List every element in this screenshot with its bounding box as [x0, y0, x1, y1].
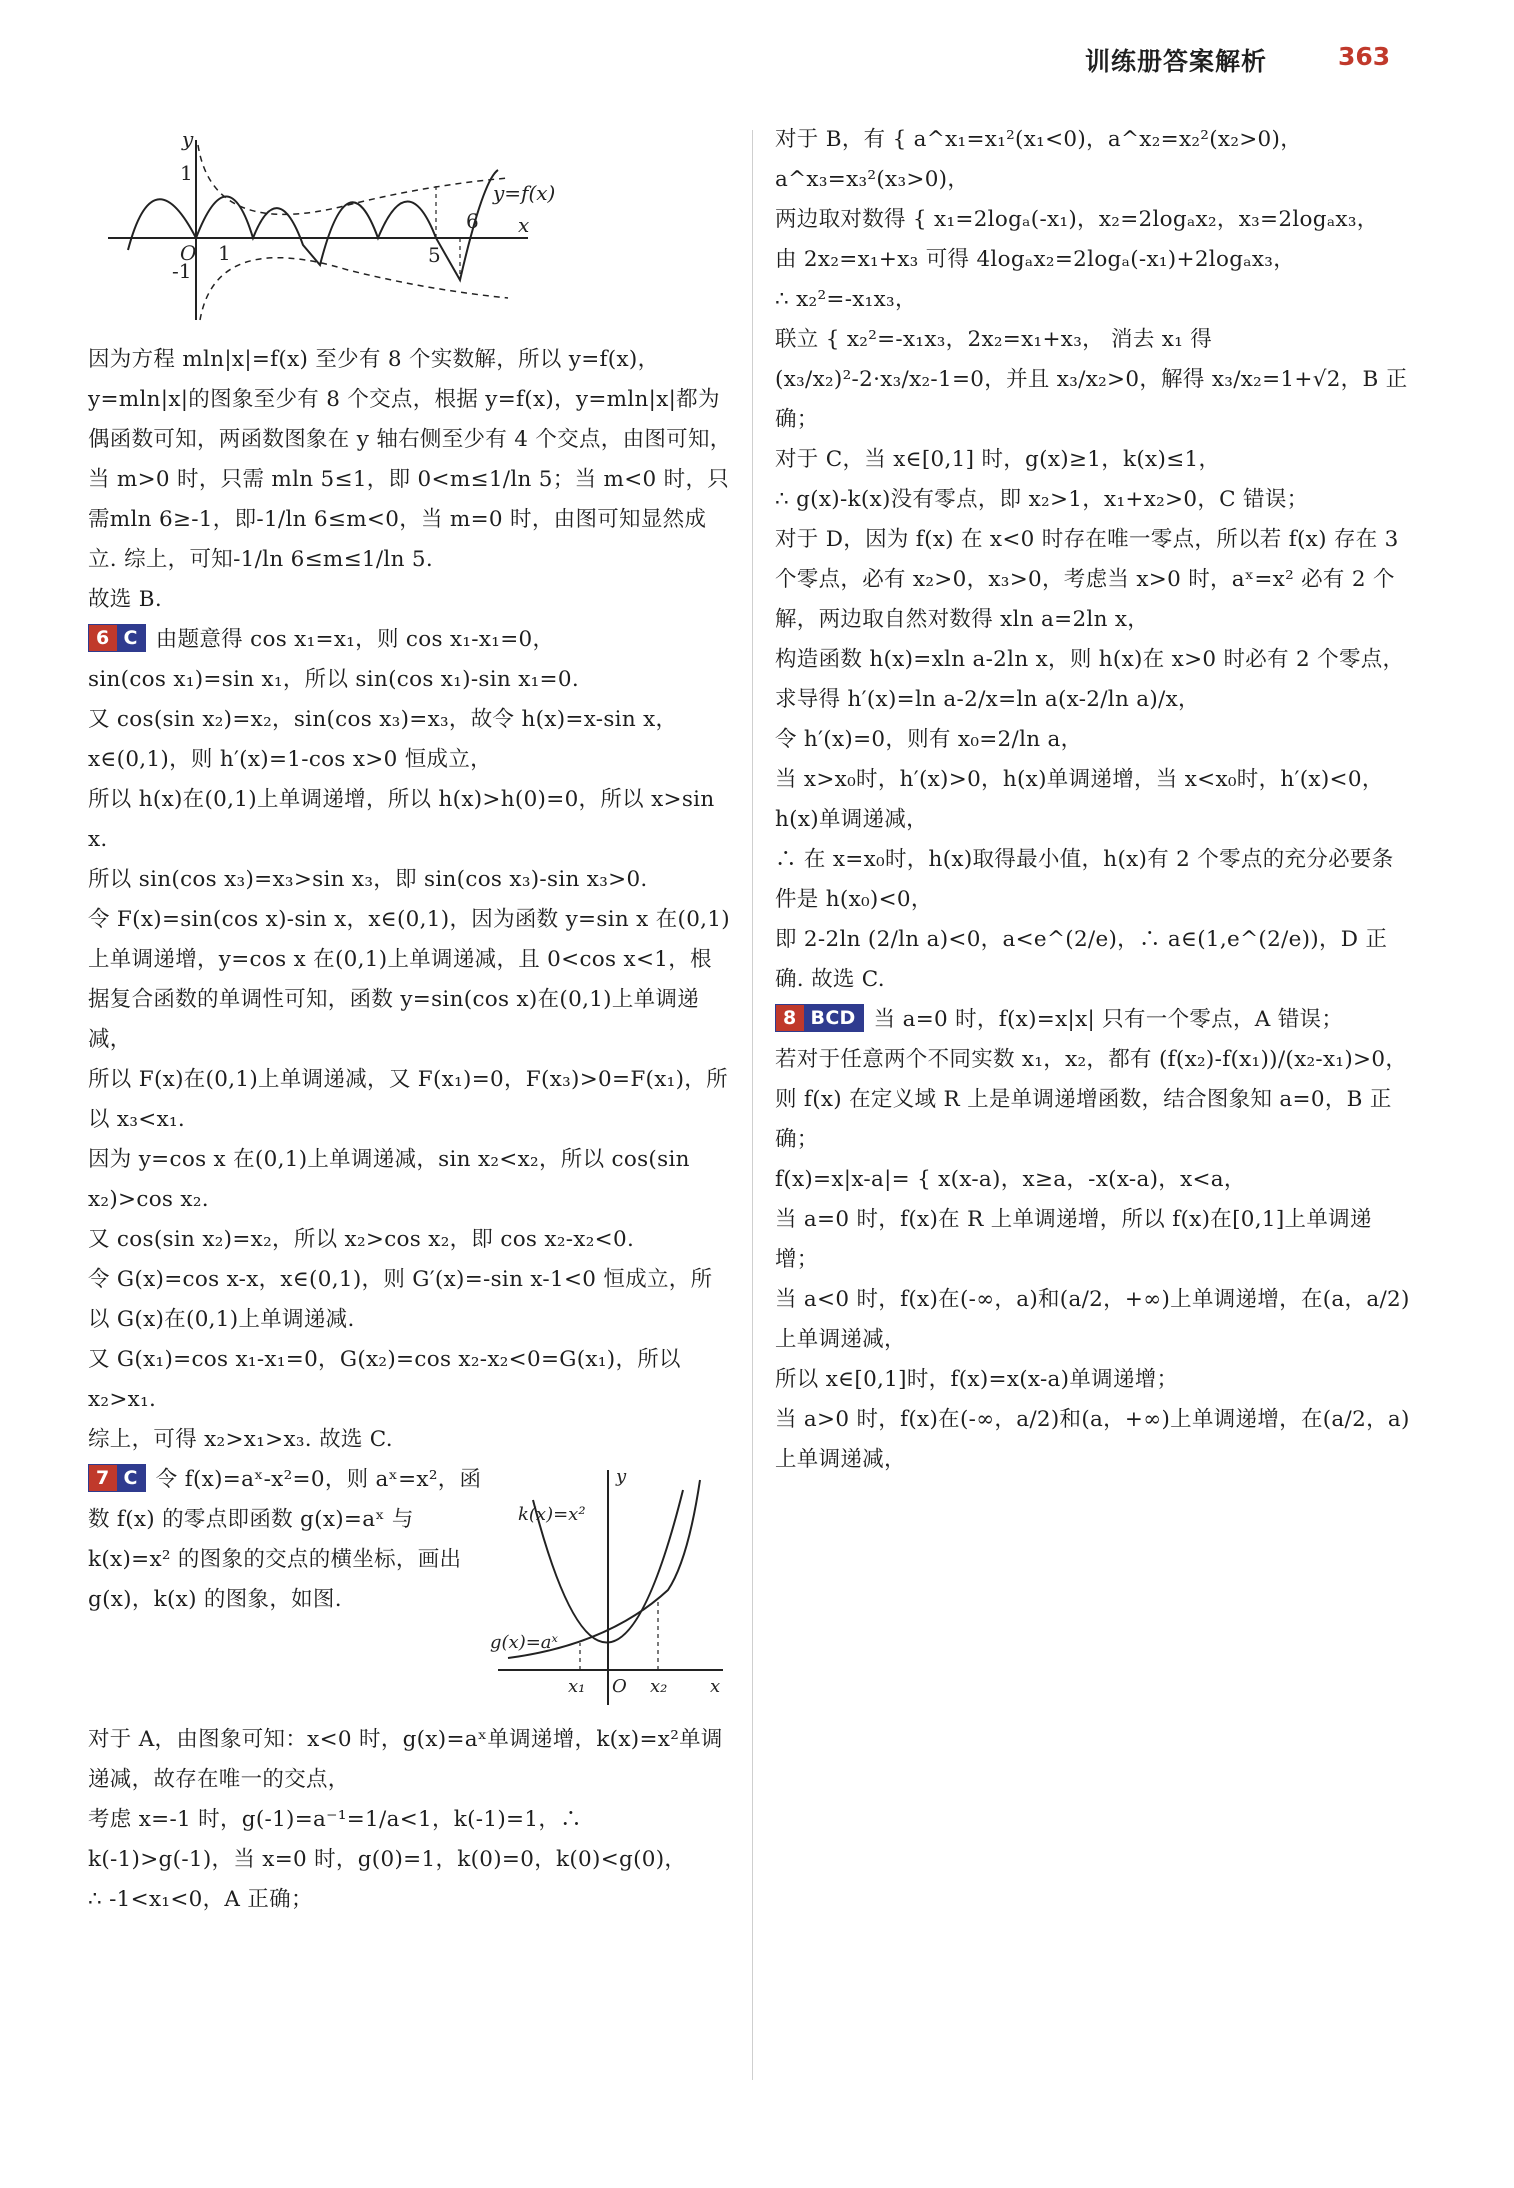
paragraph: 又 cos(sin x₂)=x₂，sin(cos x₃)=x₃，故令 h(x)=x-sin x，x∈(0,1)，则 h′(x)=1-cos x>0 恒成立， — [88, 707, 678, 772]
paragraph: 对于 B，有 { a^x₁=x₁²(x₁<0)，a^x₂=x₂²(x₂>0)，a^x₃=x₃²(x₃>0)， — [775, 127, 1303, 192]
question-7: 7 C 令 f(x)=aˣ-x²=0，则 aˣ=x²，函数 f(x) 的零点即函数 g(x)=aˣ 与 k(x)=x² 的图象的交点的横坐标，画出 g(x)，k(x) 的图象，如图. y k(x)=x² g(x)=aˣ x₁ O x₂ x — [88, 1460, 733, 1720]
fig1-label-x1: 1 — [218, 241, 231, 265]
header-title: 训练册答案解析 — [1085, 47, 1268, 76]
figure-exponential-square — [488, 1460, 728, 1720]
right-column — [775, 120, 1415, 1480]
page-number: 363 — [1338, 42, 1391, 71]
paragraph: 两边取对数得 { x₁=2logₐ(-x₁)，x₂=2logₐx₂，x₃=2logₐx₃， — [775, 207, 1379, 232]
column-divider — [752, 130, 753, 2080]
fig2-label-g: g(x)=aˣ — [490, 1632, 558, 1653]
paragraph: 令 G(x)=cos x-x，x∈(0,1)，则 G′(x)=-sin x-1<0 恒成立，所以 G(x)在(0,1)上单调递减. — [88, 1267, 713, 1332]
fig1-label-neg1: -1 — [172, 259, 192, 283]
paragraph: 则 f(x) 在定义域 R 上是单调递增函数，结合图象知 a=0，B 正确； — [775, 1087, 1392, 1152]
paragraph: 令 F(x)=sin(cos x)-sin x，x∈(0,1)，因为函数 y=sin x 在(0,1)上单调递增，y=cos x 在(0,1)上单调递减，且 0<cos x<1，根据复合函数的单调性可知，函数 y=sin(cos x)在(0,1)上单调递减， — [88, 907, 730, 1052]
paragraph: ∴ 在 x=x₀时，h(x)取得最小值，h(x)有 2 个零点的充分必要条件是 h(x₀)<0， — [775, 847, 1394, 912]
page-header — [0, 38, 1514, 78]
figure-function-graph — [88, 120, 733, 330]
paragraph: 综上，可得 x₂>x₁>x₃. 故选 C. — [88, 1427, 393, 1452]
question-8: 8 BCD 当 a=0 时，f(x)=x|x| 只有一个零点，A 错误； — [775, 1000, 1415, 1040]
question-tag: 8 BCD — [775, 1004, 864, 1032]
paragraph: 故选 B. — [88, 587, 162, 612]
paragraph: 对于 D，因为 f(x) 在 x<0 时存在唯一零点，所以若 f(x) 存在 3 个零点，必有 x₂>0，x₃>0，考虑当 x>0 时，aˣ=x² 必有 2 个解，两边取自然对数得 xln a=2ln x， — [775, 527, 1399, 632]
paragraph: 令 h′(x)=0，则有 x₀=2/ln a， — [775, 727, 1083, 752]
fig1-label-1: 1 — [180, 161, 193, 185]
paragraph: 对于 C，当 x∈[0,1] 时，g(x)≥1，k(x)≤1， — [775, 447, 1221, 472]
question-tag: 6 C — [88, 624, 146, 652]
paragraph: 对于 A，由图象可知：x<0 时，g(x)=aˣ单调递增，k(x)=x²单调递减，故存在唯一的交点， — [88, 1727, 723, 1792]
paragraph: 联立 { x₂²=-x₁x₃，2x₂=x₁+x₃， 消去 x₁ 得 (x₃/x₂)²-2·x₃/x₂-1=0，并且 x₃/x₂>0，解得 x₃/x₂=1+√2，B 正确； — [775, 327, 1408, 432]
paragraph: 即 2-2ln (2/ln a)<0，a<e^(2/e)，∴ a∈(1,e^(2/e))，D 正确. 故选 C. — [775, 927, 1388, 992]
curve-mlnx-lower — [200, 258, 508, 320]
paragraph: f(x)=x|x-a|= { x(x-a)，x≥a，-x(x-a)，x<a， — [775, 1167, 1246, 1192]
paragraph: ∴ x₂²=-x₁x₃， — [775, 287, 917, 312]
fig2-label-x2: x₂ — [650, 1676, 668, 1697]
question-6: 6 C 由题意得 cos x₁=x₁，则 cos x₁-x₁=0， — [88, 620, 733, 660]
question-tag: 7 C — [88, 1464, 146, 1492]
fig2-label-y: y — [616, 1466, 627, 1487]
fig1-label-fx: y=f(x) — [493, 181, 556, 205]
fig2-label-origin: O — [612, 1676, 627, 1697]
fig1-label-x: x — [518, 213, 530, 237]
paragraph: 因为方程 mln|x|=f(x) 至少有 8 个实数解，所以 y=f(x)，y=mln|x|的图象至少有 8 个交点，根据 y=f(x)，y=mln|x|都为偶函数可知，两函数图象在 y 轴右侧至少有 4 个交点，由图可知，当 m>0 时，只需 mln 5≤1，即 0<m≤1/ln 5；当 m<0 时，只需mln 6≥-1，即-1/ln 6≤m<0，当 m=0 时，由图可知显然成立. 综上，可知-1/ln 6≤m≤1/ln 5. — [88, 347, 732, 572]
fig1-label-5: 5 — [428, 243, 441, 267]
paragraph: 因为 y=cos x 在(0,1)上单调递减，sin x₂<x₂，所以 cos(sin x₂)>cos x₂. — [88, 1147, 690, 1212]
paragraph: 又 G(x₁)=cos x₁-x₁=0，G(x₂)=cos x₂-x₂<0=G(x₁)，所以 x₂>x₁. — [88, 1347, 681, 1412]
paragraph: 求导得 h′(x)=ln a-2/x=ln a(x-2/ln a)/x， — [775, 687, 1200, 712]
paragraph: sin(cos x₁)=sin x₁，所以 sin(cos x₁)-sin x₁=0. — [88, 667, 579, 692]
paragraph: 所以 F(x)在(0,1)上单调递减，又 F(x₁)=0，F(x₃)>0=F(x₁)，所以 x₃<x₁. — [88, 1067, 728, 1132]
fig1-label-y: y — [182, 127, 194, 151]
left-column — [88, 120, 733, 1920]
fig2-label-x: x — [710, 1676, 721, 1697]
paragraph: 当 x>x₀时，h′(x)>0，h(x)单调递增，当 x<x₀时，h′(x)<0，h(x)单调递减， — [775, 767, 1384, 832]
paragraph: 由 2x₂=x₁+x₃ 可得 4logₐx₂=2logₐ(-x₁)+2logₐx₃， — [775, 247, 1296, 272]
paragraph: 所以 x∈[0,1]时，f(x)=x(x-a)单调递增； — [775, 1367, 1179, 1392]
paragraph: 又 cos(sin x₂)=x₂，所以 x₂>cos x₂，即 cos x₂-x₂<0. — [88, 1227, 635, 1252]
paragraph: 构造函数 h(x)=xln a-2ln x，则 h(x)在 x>0 时必有 2 个零点， — [775, 647, 1405, 672]
paragraph: 当 a>0 时，f(x)在(-∞，a/2)和(a，+∞)上单调递增，在(a/2，a)上单调递减， — [775, 1407, 1410, 1472]
paragraph: 当 a=0 时，f(x)在 R 上单调递增，所以 f(x)在[0,1]上单调递增； — [775, 1207, 1372, 1272]
paragraph: 当 a<0 时，f(x)在(-∞，a)和(a/2，+∞)上单调递增，在(a，a/2)上单调递减， — [775, 1287, 1410, 1352]
paragraph: ∴ -1<x₁<0，A 正确； — [88, 1887, 313, 1912]
paragraph: 若对于任意两个不同实数 x₁，x₂，都有 (f(x₂)-f(x₁))/(x₂-x₁)>0， — [775, 1047, 1408, 1072]
curve-mlnx-upper — [198, 145, 508, 214]
paragraph: 所以 h(x)在(0,1)上单调递增，所以 h(x)>h(0)=0，所以 x>sin x. — [88, 787, 715, 852]
fig1-label-origin: O — [180, 241, 197, 265]
fig2-label-k: k(x)=x² — [518, 1504, 586, 1525]
fig2-label-x1: x₁ — [568, 1676, 586, 1697]
paragraph: 考虑 x=-1 时，g(-1)=a⁻¹=1/a<1，k(-1)=1，∴ k(-1)>g(-1)，当 x=0 时，g(0)=1，k(0)=0，k(0)<g(0)， — [88, 1807, 687, 1872]
paragraph: 所以 sin(cos x₃)=x₃>sin x₃，即 sin(cos x₃)-sin x₃>0. — [88, 867, 648, 892]
paragraph: ∴ g(x)-k(x)没有零点，即 x₂>1，x₁+x₂>0，C 错误； — [775, 487, 1309, 512]
fig1-label-6: 6 — [466, 209, 479, 233]
